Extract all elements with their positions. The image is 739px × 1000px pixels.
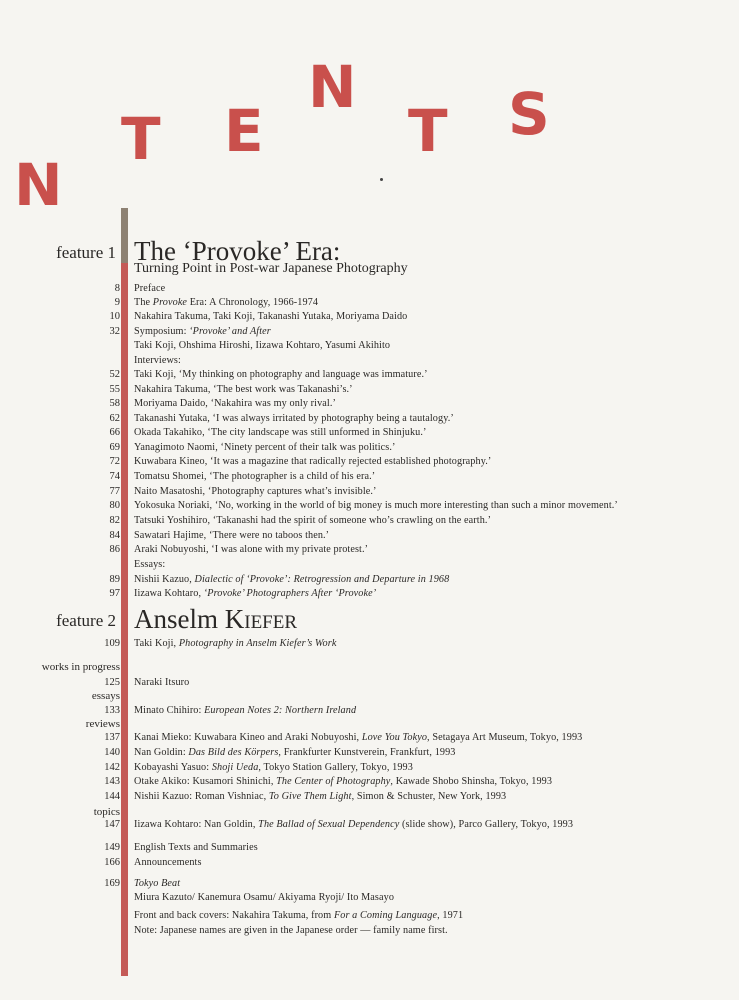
entry-text: Essays: <box>134 559 166 570</box>
entry-pre: Iizawa Kohtaro, <box>134 588 204 599</box>
page-number: 55 <box>109 384 120 395</box>
header-letter-t2: T <box>408 97 448 165</box>
entry-ital: Photography in Anselm Kiefer’s Work <box>178 638 337 649</box>
entry-text <box>134 732 582 743</box>
entry-ital: Dialectic of ‘Provoke’: Retrogression and Departure in 1968 <box>194 574 450 585</box>
entry-pre: Nishii Kazuo: Roman Vishniac, <box>134 791 269 802</box>
page-number: 82 <box>109 515 120 526</box>
page-number: 142 <box>104 762 120 773</box>
feature-2-title-main: Anselm K <box>134 604 245 634</box>
page-number: 144 <box>104 791 120 802</box>
decorative-dot <box>380 178 383 181</box>
entry-text: Miura Kazuto/ Kanemura Osamu/ Akiyama Ryoji/ Ito Masayo <box>134 892 395 903</box>
entry-text <box>134 297 318 308</box>
feature-number: 2 <box>107 611 116 630</box>
entry-pre: Kanai Mieko: Kuwabara Kineo and Araki Nobuyoshi, <box>134 732 362 743</box>
entry-text: Tatsuki Yoshihiro, ‘Takanashi had the spirit of someone who’s crawling on the earth.’ <box>134 515 492 526</box>
entry-text <box>134 776 552 787</box>
cover-credit <box>134 910 463 921</box>
feature-2-label <box>56 611 116 631</box>
page-number: 74 <box>109 471 120 482</box>
entry-post: , Tokyo Station Gallery, Tokyo, 1993 <box>258 762 413 773</box>
entry-ital: ‘Provoke’ and After <box>189 326 271 337</box>
entry-text: Naito Masatoshi, ‘Photography captures what’s invisible.’ <box>134 486 377 497</box>
entry-text: English Texts and Summaries <box>134 842 258 853</box>
cover-credit-pre: Front and back covers: Nakahira Takuma, from <box>134 910 334 921</box>
entry-text: Tomatsu Shomei, ‘The photographer is a child of his era.’ <box>134 471 376 482</box>
entry-ital: Das Bild des Körpers <box>188 747 279 758</box>
entry-post: (slide show), Parco Gallery, Tokyo, 1993 <box>399 819 574 830</box>
entry-text <box>134 747 456 758</box>
page-number: 137 <box>104 732 120 743</box>
page-number: 69 <box>109 442 120 453</box>
entry-text: Announcements <box>134 857 202 868</box>
page-number: 52 <box>109 369 120 380</box>
entry-text <box>134 574 449 585</box>
feature-number: 1 <box>107 243 116 262</box>
header-letter-n1: N <box>14 151 63 219</box>
page-number: 147 <box>104 819 120 830</box>
entry-text <box>134 791 506 802</box>
page-number: 166 <box>104 857 120 868</box>
feature-1-subtitle: Turning Point in Post-war Japanese Photography <box>134 261 408 276</box>
entry-pre: Otake Akiko: Kusamori Shinichi, <box>134 776 277 787</box>
section-works-in-progress: works in progress <box>41 661 120 673</box>
page-number: 8 <box>114 283 120 294</box>
entry-text: Interviews: <box>134 355 181 366</box>
page-number: 97 <box>109 588 120 599</box>
entry-text: Taki Koji, ‘My thinking on photography and language was immature.’ <box>134 369 428 380</box>
vertical-rule-top <box>121 208 128 263</box>
page-number: 109 <box>104 638 120 649</box>
page-number: 32 <box>109 326 120 337</box>
page-number: 80 <box>109 500 120 511</box>
page-number: 149 <box>104 842 120 853</box>
entry-text: Yanagimoto Naomi, ‘Ninety percent of their talk was politics.’ <box>134 442 396 453</box>
entry-pre: Minato Chihiro: <box>134 705 205 716</box>
entry-ital: To Give Them Light <box>268 791 352 802</box>
entry-pre: The <box>134 297 153 308</box>
page-number: 10 <box>109 311 120 322</box>
entry-ital: ‘Provoke’ Photographers After ‘Provoke’ <box>203 588 377 599</box>
section-reviews: reviews <box>85 718 120 730</box>
page-number: 62 <box>109 413 120 424</box>
header-letter-n2: N <box>308 53 357 121</box>
entry-post: , Simon & Schuster, New York, 1993 <box>351 791 507 802</box>
vertical-rule <box>121 263 128 976</box>
entry-text: Yokosuka Noriaki, ‘No, working in the world of big money is much more interesting than such a minor movement.’ <box>134 500 618 511</box>
entry-pre: Iizawa Kohtaro: Nan Goldin, <box>134 819 259 830</box>
feature-1-label <box>56 243 116 263</box>
page-number: 77 <box>109 486 120 497</box>
entry-post: , Setagaya Art Museum, Tokyo, 1993 <box>427 732 583 743</box>
page-number: 125 <box>104 677 120 688</box>
page-number: 72 <box>109 456 120 467</box>
page-number: 140 <box>104 747 120 758</box>
entry-post: Era: A Chronology, 1966-1974 <box>187 297 319 308</box>
page-number: 9 <box>114 297 120 308</box>
entry-text: Moriyama Daido, ‘Nakahira was my only rival.’ <box>134 398 336 409</box>
feature-1-title: The ‘Provoke’ Era: <box>134 236 341 266</box>
entry-text: Sawatari Hajime, ‘There were no taboos then.’ <box>134 530 330 541</box>
page-number: 133 <box>104 705 120 716</box>
feature-2-title-smallcaps: iefer <box>244 604 298 634</box>
page-number: 169 <box>104 878 120 889</box>
entry-ital: Provoke <box>152 297 188 308</box>
entry-text: Preface <box>134 283 166 294</box>
entry-text: Araki Nobuyoshi, ‘I was alone with my private protest.’ <box>134 544 369 555</box>
entry-pre: Nishii Kazuo, <box>134 574 195 585</box>
entry-text <box>134 588 376 599</box>
header-letter-s: S <box>508 80 550 148</box>
section-essays: essays <box>91 690 120 702</box>
entry-post: , Frankfurter Kunstverein, Frankfurt, 1993 <box>278 747 456 758</box>
entry-text: Nakahira Takuma, Taki Koji, Takanashi Yutaka, Moriyama Daido <box>134 311 408 322</box>
entry-ital: The Center of Photography <box>276 776 391 787</box>
page-number: 143 <box>104 776 120 787</box>
section-topics: topics <box>93 806 120 818</box>
entry-post: , Kawade Shobo Shinsha, Tokyo, 1993 <box>390 776 553 787</box>
feature-2-title <box>134 604 297 635</box>
page-number: 86 <box>109 544 120 555</box>
entry-pre: Nan Goldin: <box>134 747 189 758</box>
header-letter-e: E <box>224 97 264 165</box>
page-number: 58 <box>109 398 120 409</box>
feature-label-text: feature <box>56 243 104 262</box>
names-note: Note: Japanese names are given in the Japanese order — family name first. <box>134 925 448 936</box>
entry-ital: European Notes 2: Northern Ireland <box>204 705 357 716</box>
entry-text <box>134 705 356 716</box>
page-number: 84 <box>109 530 120 541</box>
entry-text: Okada Takahiko, ‘The city landscape was still unformed in Shinjuku.’ <box>134 427 427 438</box>
entry-pre: Symposium: <box>134 326 190 337</box>
entry-text: Takanashi Yutaka, ‘I was always irritated by photography being a tautalogy.’ <box>134 413 454 424</box>
page-number: 66 <box>109 427 120 438</box>
cover-credit-title: For a Coming Language <box>333 910 438 921</box>
entry-text <box>134 878 180 889</box>
entry-ital: The Ballad of Sexual Dependency <box>258 819 400 830</box>
entry-text: Nakahira Takuma, ‘The best work was Takanashi’s.’ <box>134 384 353 395</box>
entry-text <box>134 638 336 649</box>
page-number: 89 <box>109 574 120 585</box>
entry-ital: Love You Tokyo <box>361 732 428 743</box>
entry-text <box>134 762 413 773</box>
entry-text <box>134 819 573 830</box>
entry-pre: Kobayashi Yasuo: <box>134 762 212 773</box>
cover-credit-post: , 1971 <box>437 910 464 921</box>
entry-text: Taki Koji, Ohshima Hiroshi, Iizawa Kohtaro, Yasumi Akihito <box>134 340 391 351</box>
entry-ital: Shoji Ueda <box>211 762 259 773</box>
entry-text <box>134 326 271 337</box>
header-letter-t1: T <box>121 105 161 173</box>
entry-ital: Tokyo Beat <box>134 878 181 889</box>
feature-label-text: feature <box>56 611 104 630</box>
entry-text: Naraki Itsuro <box>134 677 190 688</box>
entry-text: Kuwabara Kineo, ‘It was a magazine that radically rejected established photography.’ <box>134 456 492 467</box>
entry-pre: Taki Koji, <box>134 638 179 649</box>
